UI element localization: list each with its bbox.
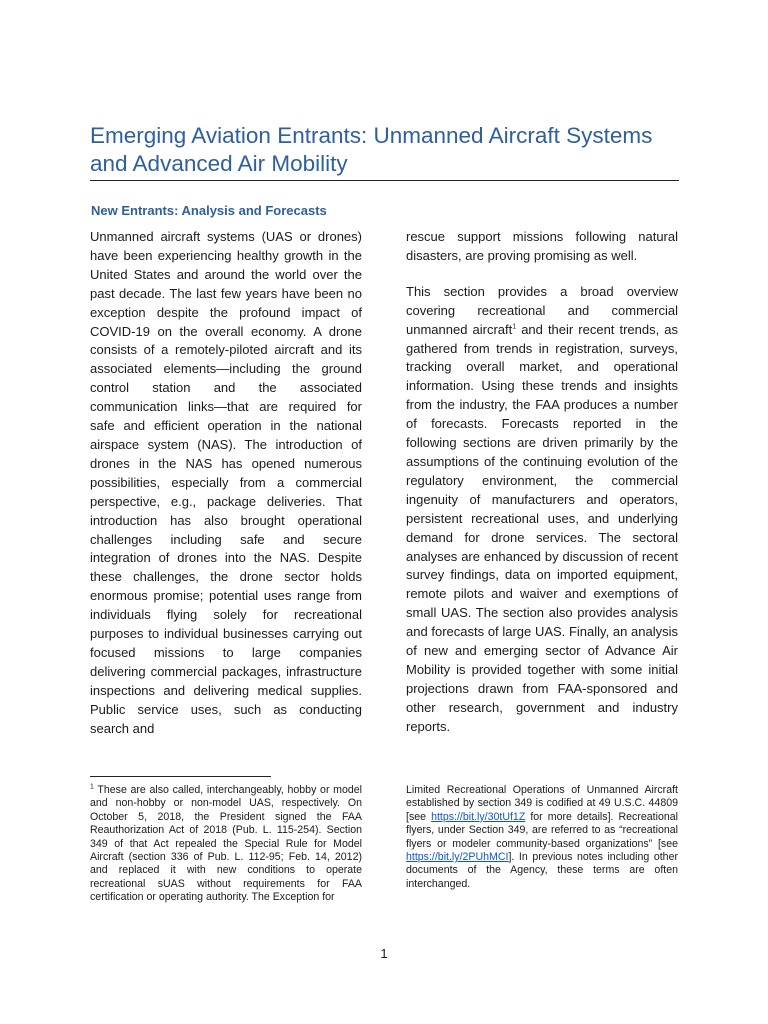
left-column-paragraph: Unmanned aircraft systems (UAS or drones) have been experiencing healthy growth in the United States and around the world over the past decade. The last few years have been no exception despite the profound impact of COVID-19 on the overall economy. A drone consists of a remotely-piloted aircraft and its associated elements—including the ground control station and the associated communication links—that are required for safe and efficient operation in the national airspace system (NAS). The introduction of drones in the NAS has opened numerous possibilities, especially from a commercial perspective, e.g., package deliveries. That introduction has also brought operational challenges including safe and secure integration of drones into the NAS. Despite these challenges, the drone sector holds enormous promise; potential uses range from individuals flying solely for recreational purposes to individual businesses carrying out focused missions to large companies delivering commercial packages, infrastructure inspections and delivering medical supplies. Public service uses, such as conducting search and [90, 229, 362, 736]
document-title: Emerging Aviation Entrants: Unmanned Aircraft Systems and Advanced Air Mobility [90, 123, 653, 176]
right-column-paragraph-2 [406, 283, 678, 737]
footnote-right-text-3: ]. In previous notes including other documents of the Agency, these terms are often interchanged. [406, 851, 678, 890]
footnote-marker: 1 [90, 783, 94, 791]
right-column [406, 228, 678, 737]
page-number: 1 [380, 946, 388, 961]
left-column [90, 228, 362, 738]
footnote-reference[interactable]: 1 [512, 323, 517, 331]
footnote-right [406, 784, 678, 891]
title-divider [90, 180, 679, 181]
footnote-link-2[interactable]: https://bit.ly/2PUhMCI [406, 851, 509, 864]
footnote-right-text-1: Limited Recreational Operations of Unmanned Aircraft established by section 349 is codified at 49 U.S.C. 44809 [see [406, 784, 678, 823]
section-heading: New Entrants: Analysis and Forecasts [91, 203, 327, 218]
right-column-paragraph-1: rescue support missions following natural disasters, are proving promising as well. [406, 229, 678, 263]
footnote-right-text-2: for more details]. Recreational flyers, under Section 349, are referred to as “recreational flyers or modeler community-based organizations” [see [406, 810, 678, 850]
right-paragraph-2-start: This section provides a broad overview covering recreational and commercial unmanned aircraft [406, 283, 678, 337]
footnote-left [90, 784, 362, 905]
footnote-left-text: These are also called, interchangeably, hobby or model and non-hobby or non-model UAS, respectively. On October 5, 2018, the President signed the FAA Reauthorization Act of 2018 (Pub. L. 115-254). Section 349 of that Act repealed the Special Rule for Model Aircraft (section 336 of Pub. L. 112-95; Feb. 14, 2012) and replaced it with new conditions to operate recreational sUAS without requirements for FAA certification or operating authority. The Exception for [90, 784, 362, 904]
footnote-link-1[interactable]: https://bit.ly/30tUf1Z [431, 810, 526, 823]
footnote-divider [90, 776, 271, 777]
right-paragraph-2-end: and their recent trends, as gathered from trends in registration, surveys, tracking overall market, and operational information. Using these trends and insights from the industry, the FAA produces a number of forecasts. Forecasts reported in the following sections are driven primarily by the assumptions of the continuing evolution of the regulatory environment, the commercial ingenuity of manufacturers and operators, persistent recreational uses, and underlying demand for drone services. The sectoral analyses are enhanced by discussion of recent survey findings, data on imported equipment, remote pilots and waiver and exemptions of small UAS. The section also provides analysis and forecasts of large UAS. Finally, an analysis of new and emerging sector of Advance Air Mobility is provided together with some initial projections drawn from FAA-sponsored and other research, government and industry reports. [406, 321, 678, 734]
